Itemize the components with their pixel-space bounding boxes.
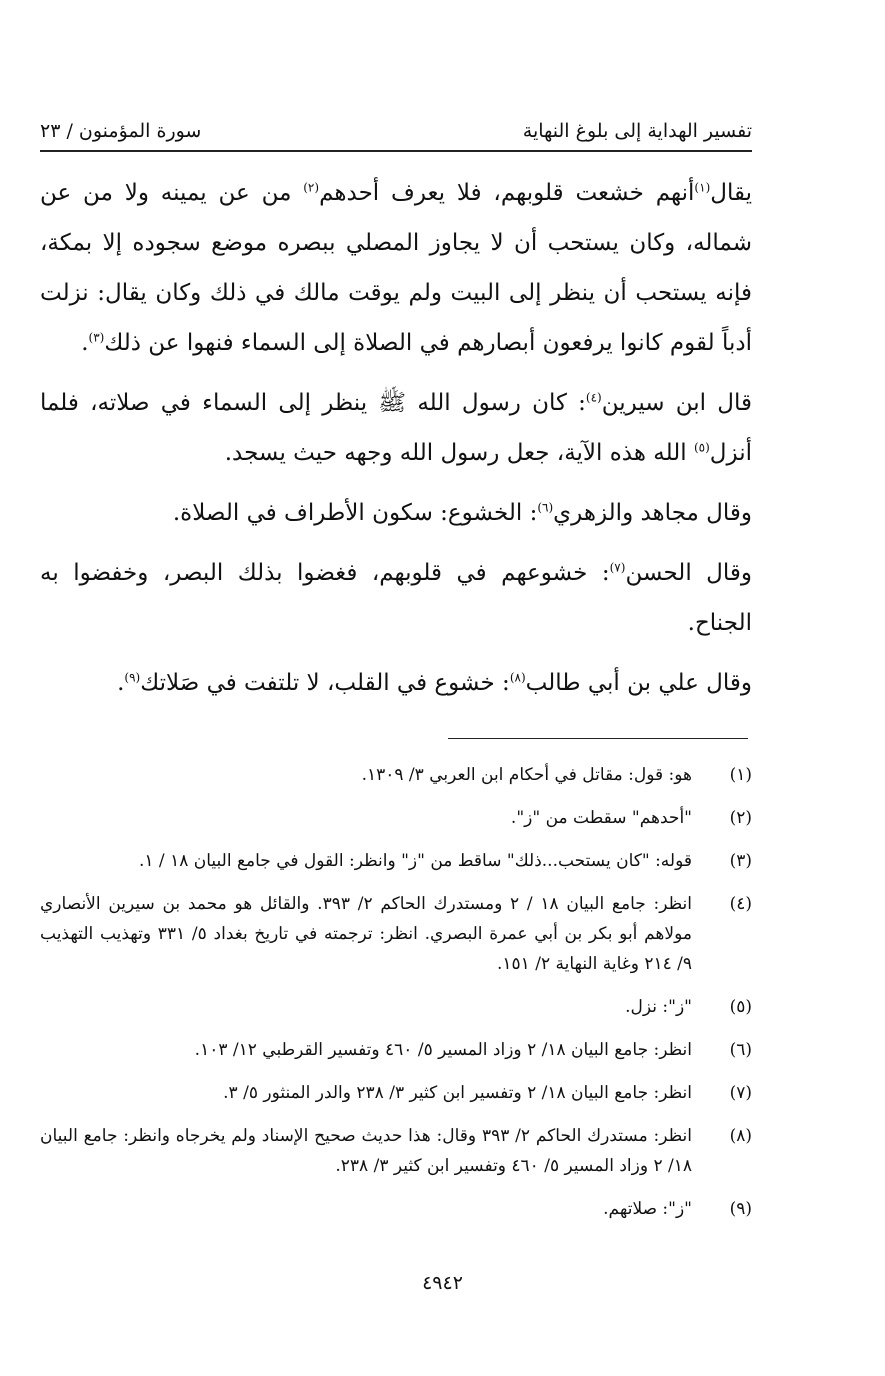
- footnote-marker: (٨): [509, 670, 526, 685]
- footnote: [40, 803, 752, 833]
- paragraph: [40, 658, 752, 708]
- paragraph: [40, 548, 752, 648]
- running-header: [40, 112, 752, 152]
- text-run: : خشوعهم في قلوبهم، فغضوا بذلك البصر، وخفضوا به الجناح.: [40, 560, 752, 636]
- footnote-marker: (٦): [537, 500, 554, 515]
- footnotes: [40, 760, 752, 1237]
- footnote-marker: (٥): [693, 440, 710, 455]
- footnote: [40, 992, 752, 1022]
- paragraph: [40, 488, 752, 538]
- footnote: [40, 1035, 752, 1065]
- text-run: أنهم خشعت قلوبهم، فلا يعرف أحدهم: [319, 180, 695, 206]
- text-run: .: [117, 670, 125, 696]
- text-run: : خشوع في القلب، لا تلتفت في صَلاتك: [140, 670, 510, 696]
- footnote-marker: (٣): [88, 330, 105, 345]
- footnote: [40, 1194, 752, 1224]
- footnote: [40, 760, 752, 790]
- footnote-number: (٩): [729, 1199, 752, 1219]
- surah-label: سورة المؤمنون / ٢٣: [40, 120, 202, 142]
- footnote-number: (٧): [729, 1083, 752, 1103]
- footnote-text: انظر: جامع البيان ١٨ / ٢ ومستدرك الحاكم ٢/ ٣٩٣. والقائل هو محمد بن سيرين الأنصاري مولاهم أبو بكر بن أبي عمرة البصري. انظر: ترجمته في تاريخ بغداد ٥/ ٣٣١ وتهذيب التهذيب ٩/ ٢١٤ وغاية النهاية ٢/ ١٥١.: [40, 894, 693, 974]
- footnote-number: (٨): [729, 1126, 752, 1146]
- text-run: : كان رسول الله ﷺ ينظر إلى السماء في صلاته، فلما أنزل: [40, 390, 752, 466]
- footnote-text: انظر: مستدرك الحاكم ٢/ ٣٩٣ وقال: هذا حديث صحيح الإسناد ولم يخرجاه وانظر: جامع البيان ١٨/ ٢ وزاد المسير ٥/ ٤٦٠ وتفسير ابن كثير ٣/ ٢٣٨.: [40, 1126, 692, 1176]
- footnote-text: "أحدهم" سقطت من "ز".: [510, 808, 692, 828]
- footnote-marker: (١): [694, 180, 711, 195]
- text-run: قال ابن سيرين: [601, 390, 752, 416]
- text-run: : الخشوع: سكون الأطراف في الصلاة.: [172, 500, 538, 526]
- footnote-number: (٢): [729, 808, 752, 828]
- footnote: [40, 1121, 752, 1181]
- text-run: من عن يمينه ولا من عن شماله، وكان يستحب أن لا يجاوز المصلي ببصره موضع سجوده إلا بمكة، فإنه يستحب أن ينظر إلى البيت ولم يوقت مالك في ذلك وكان يقال: نزلت أدباً لقوم كانوا يرفعون أبصارهم في الصلاة إلى السماء فنهوا عن ذلك: [40, 180, 752, 356]
- footnote-text: انظر: جامع البيان ١٨/ ٢ وزاد المسير ٥/ ٤٦٠ وتفسير القرطبي ١٢/ ١٠٣.: [194, 1040, 692, 1060]
- footnote-separator: [448, 738, 748, 739]
- text-run: الله هذه الآية، جعل رسول الله وجهه حيث يسجد.: [224, 440, 694, 466]
- footnote-marker: (٩): [124, 670, 141, 685]
- text-run: يقال: [710, 180, 753, 206]
- page-number: ٤٩٤٢: [422, 1272, 463, 1294]
- footnote-text: هو: قول: مقاتل في أحكام ابن العربي ٣/ ١٣٠٩.: [361, 765, 692, 785]
- paragraph: [40, 378, 752, 478]
- footnote-text: انظر: جامع البيان ١٨/ ٢ وتفسير ابن كثير ٣/ ٢٣٨ والدر المنثور ٥/ ٣.: [223, 1083, 692, 1103]
- footnote: [40, 1078, 752, 1108]
- footnote-number: (٤): [729, 894, 752, 914]
- footnote-number: (٥): [729, 997, 752, 1017]
- paragraph: [40, 168, 752, 368]
- book-title: تفسير الهداية إلى بلوغ النهاية: [522, 120, 752, 142]
- footnote-number: (٣): [729, 851, 752, 871]
- footnote-text: "ز": صلاتهم.: [603, 1199, 692, 1219]
- footnote-text: "ز": نزل.: [625, 997, 692, 1017]
- text-run: وقال الحسن: [625, 560, 752, 586]
- footnote-number: (٦): [729, 1040, 752, 1060]
- footnote-text: قوله: "كان يستحب...ذلك" ساقط من "ز" وانظر: القول في جامع البيان ١٨ / ١.: [138, 851, 692, 871]
- footnote-marker: (٤): [585, 390, 602, 405]
- text-run: وقال مجاهد والزهري: [553, 500, 752, 526]
- footnote: [40, 846, 752, 876]
- text-run: .: [81, 330, 89, 356]
- footnote-number: (١): [729, 765, 752, 785]
- footnote-marker: (٢): [303, 180, 320, 195]
- footnote-marker: (٧): [609, 560, 626, 575]
- footnote: [40, 889, 752, 979]
- text-run: وقال علي بن أبي طالب: [525, 670, 752, 696]
- main-text: [40, 168, 752, 718]
